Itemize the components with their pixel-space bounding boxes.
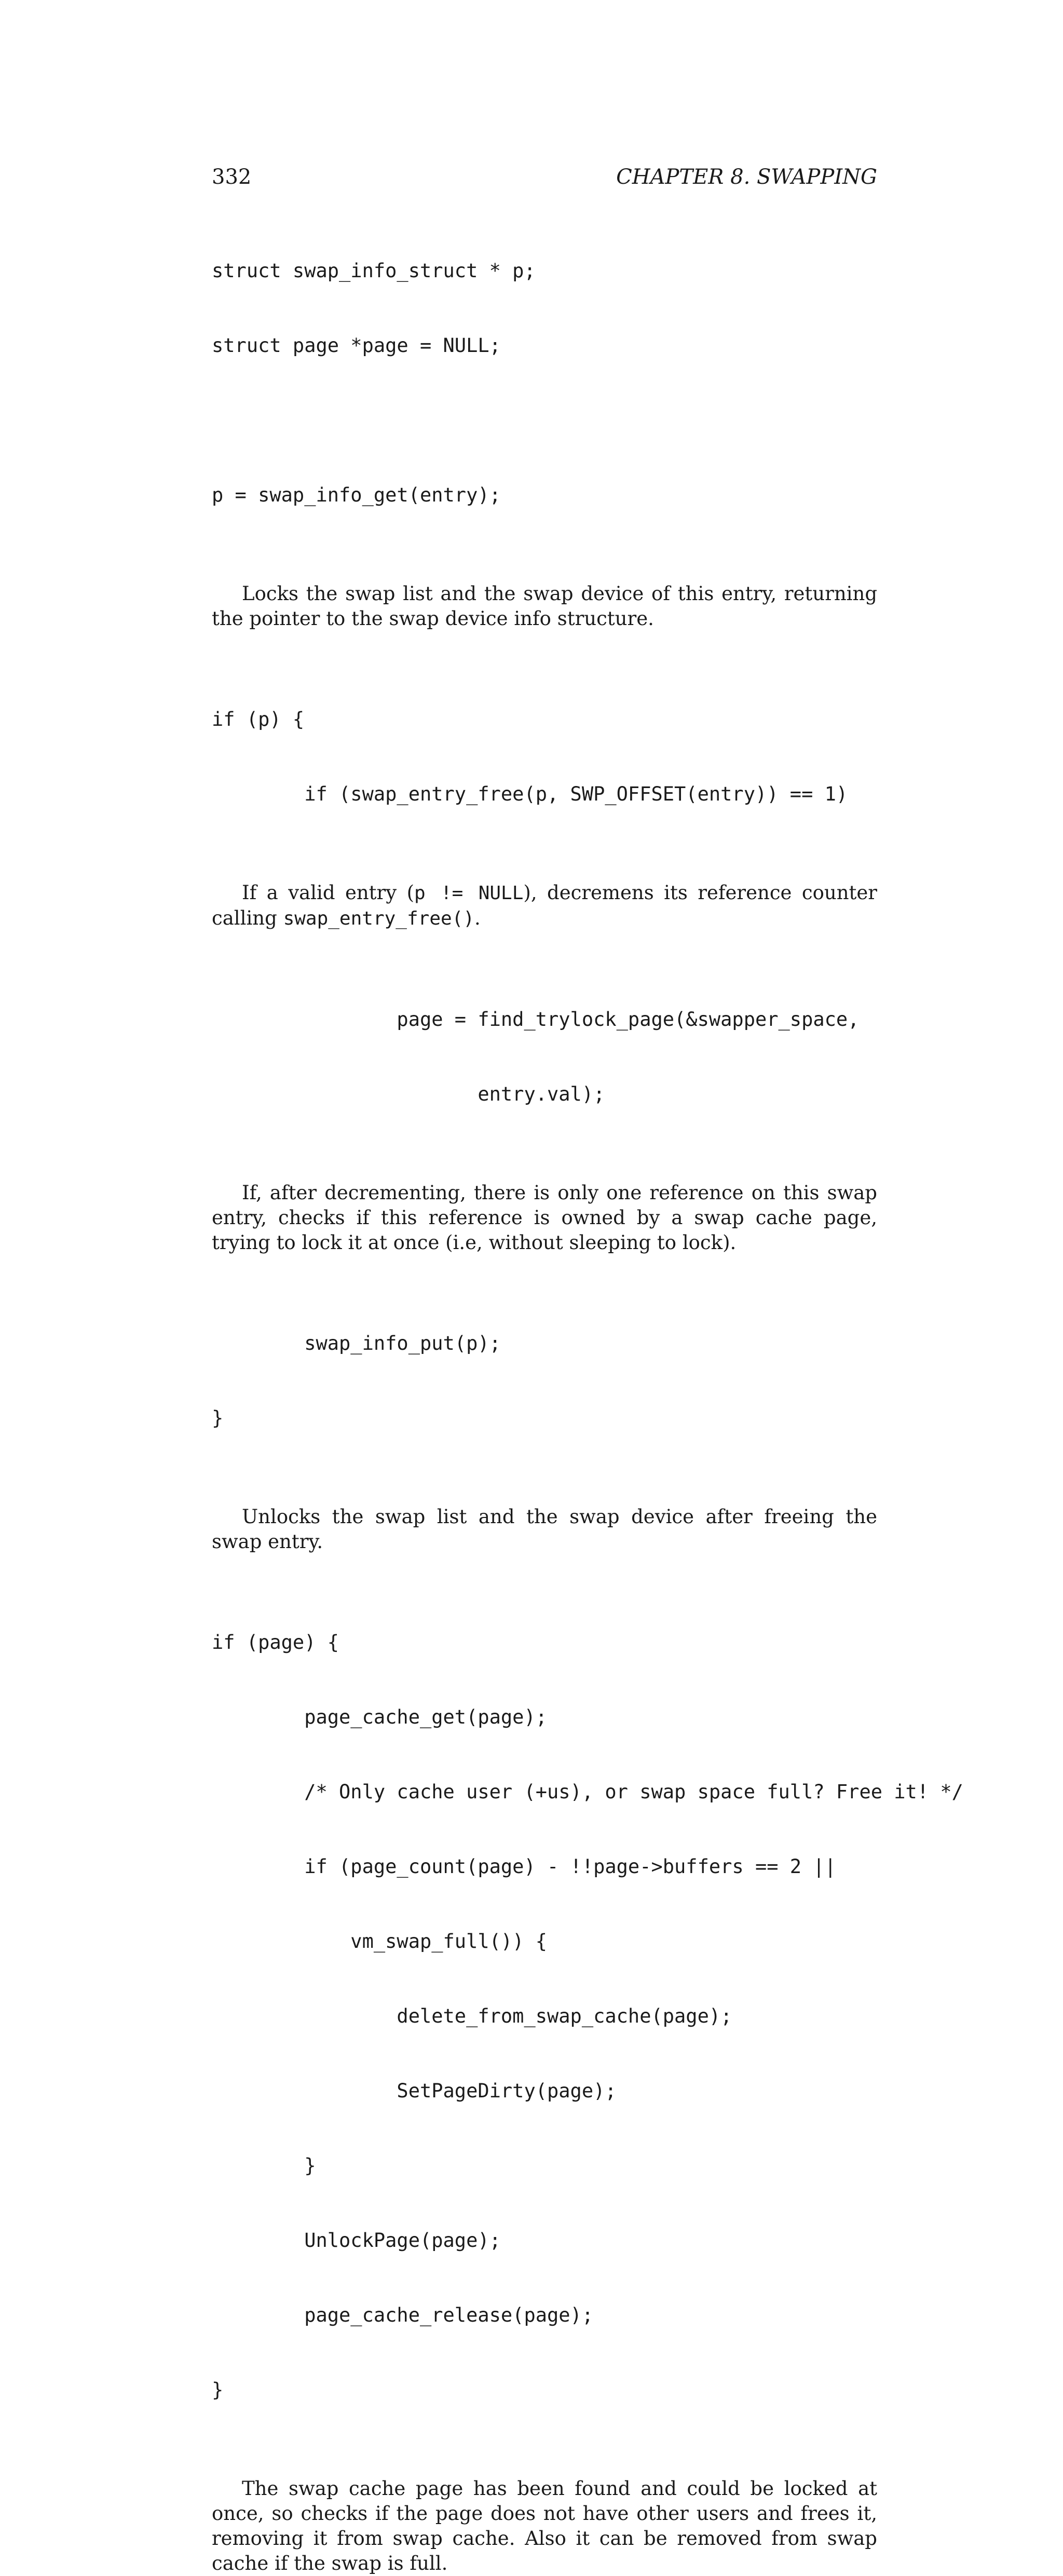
code-line: UnlockPage(page);: [212, 2229, 501, 2252]
page-header: [212, 156, 877, 197]
paragraph-swap-cache-found: The swap cache page has been found and could be locked at once, so checks if the page does not have other users and frees it, removing it from swap cache. Also it can be removed from swap cache if the swap is full.: [212, 2477, 877, 2574]
code-block-find-trylock: [212, 957, 877, 1157]
paragraph-after-decrementing: If, after decrementing, there is only one reference on this swap entry, checks if this reference is owned by a swap cache page, trying to lock it at once (i.e, without sleeping to lock).: [212, 1182, 877, 1254]
code-line: }: [212, 2154, 316, 2177]
code-line: /* Only cache user (+us), or swap space full? Free it! */: [212, 1781, 963, 1803]
code-line: entry.val);: [212, 1083, 605, 1105]
document-page: [212, 156, 963, 2576]
code-block-if-page: [212, 1580, 963, 2452]
code-line: [212, 408, 877, 433]
code-line: p = swap_info_get(entry);: [212, 484, 501, 506]
code-block-info-put: [212, 1281, 877, 1481]
code-line: swap_info_put(p);: [212, 1332, 501, 1354]
code-line: page = find_trylock_page(&swapper_space,: [212, 1008, 860, 1031]
code-line: struct page *page = NULL;: [212, 334, 501, 357]
code-line: }: [212, 2379, 224, 2401]
text-run: If a valid entry (: [242, 882, 414, 904]
code-line: page_cache_get(page);: [212, 1706, 548, 1728]
code-line: delete_from_swap_cache(page);: [212, 2005, 732, 2027]
page-number: 332: [212, 165, 252, 189]
code-block-if-p: [212, 657, 877, 857]
code-block-declarations: [212, 209, 877, 558]
code-line: if (page_count(page) - !!page->buffers == 2 ||: [212, 1855, 836, 1878]
inline-code-function: swap_entry_free(): [283, 908, 475, 929]
paragraph-lock-swap-list: Locks the swap list and the swap device of this entry, returning the pointer to the swap device info structure.: [212, 582, 877, 630]
code-line: if (p) {: [212, 708, 305, 730]
chapter-running-head: CHAPTER 8. SWAPPING: [616, 165, 877, 189]
code-line: page_cache_release(page);: [212, 2304, 594, 2326]
code-line: }: [212, 1407, 224, 1429]
code-line: struct swap_info_struct * p;: [212, 260, 536, 282]
code-line: if (page) {: [212, 1631, 339, 1653]
code-line: if (swap_entry_free(p, SWP_OFFSET(entry)) == 1): [212, 783, 848, 805]
code-line: vm_swap_full()) {: [212, 1930, 548, 1953]
paragraph-valid-entry: [212, 880, 877, 931]
code-line: SetPageDirty(page);: [212, 2080, 617, 2102]
text-run: .: [474, 907, 481, 929]
inline-code: p != NULL: [414, 883, 524, 904]
paragraph-unlock-swap-list: Unlocks the swap list and the swap device after freeing the swap entry.: [212, 1506, 877, 1553]
text-run: ), decremens its reference counter calling: [212, 882, 877, 929]
